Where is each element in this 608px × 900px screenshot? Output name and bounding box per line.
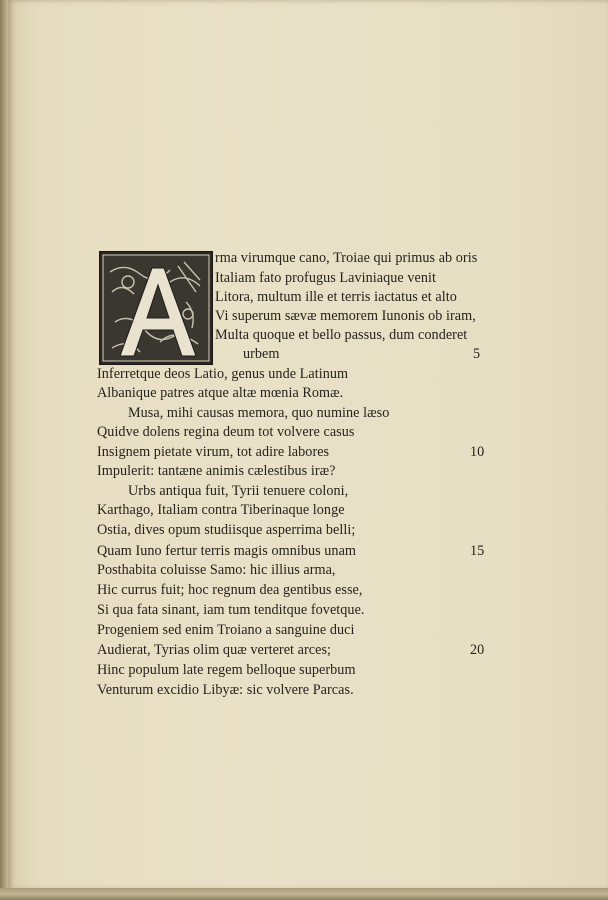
verse-line: Albanique patres atque altæ mœnia Romæ.: [97, 385, 344, 401]
verse-line: Litora, multum ille et terris iactatus et alto: [215, 289, 457, 305]
verse-line: Inferretque deos Latio, genus unde Latinum: [97, 366, 349, 382]
verse-line: Urbs antiqua fuit, Tyrii tenuere coloni,: [128, 483, 349, 499]
line-number: 15: [470, 543, 485, 559]
decorated-initial-letter: [99, 251, 213, 365]
verse-line: Karthago, Italiam contra Tiberinaque longe: [97, 502, 345, 518]
verse-line: Musa, mihi causas memora, quo numine læso: [128, 405, 390, 421]
verse-line: Hinc populum late regem belloque superbum: [97, 662, 356, 678]
verse-line: Si qua fata sinant, iam tum tenditque fovetque.: [97, 602, 365, 618]
verse-line: Progeniem sed enim Troiano a sanguine duci: [97, 622, 355, 638]
page-bottom-edge: [0, 888, 608, 900]
verse-line: Vi superum sævæ memorem Iunonis ob iram,: [215, 308, 476, 324]
verse-line: Ostia, dives opum studiisque asperrima belli;: [97, 522, 356, 538]
line-number: 20: [470, 642, 485, 658]
verse-line: Venturum excidio Libyæ: sic volvere Parcas.: [97, 682, 354, 698]
verse-line: urbem: [243, 346, 280, 362]
verse-line: Quam Iuno fertur terris magis omnibus unam: [97, 543, 356, 559]
line-number: 5: [473, 346, 481, 362]
verse-line: Italiam fato profugus Laviniaque venit: [215, 270, 436, 286]
verse-line: Multa quoque et bello passus, dum conderet: [215, 327, 468, 343]
verse-line: Posthabita coluisse Samo: hic illius arma,: [97, 562, 336, 578]
verse-line: rma virumque cano, Troiae qui primus ab oris: [215, 250, 478, 266]
line-number: 10: [470, 444, 485, 460]
verse-line: Quidve dolens regina deum tot volvere casus: [97, 424, 355, 440]
verse-line: Insignem pietate virum, tot adire labores: [97, 444, 330, 460]
verse-line: Hic currus fuit; hoc regnum dea gentibus esse,: [97, 582, 363, 598]
verse-line: Audierat, Tyrias olim quæ verteret arces;: [97, 642, 332, 658]
initial-illustration: [100, 252, 212, 364]
verse-line: Impulerit: tantæne animis cælestibus iræ?: [97, 463, 336, 479]
